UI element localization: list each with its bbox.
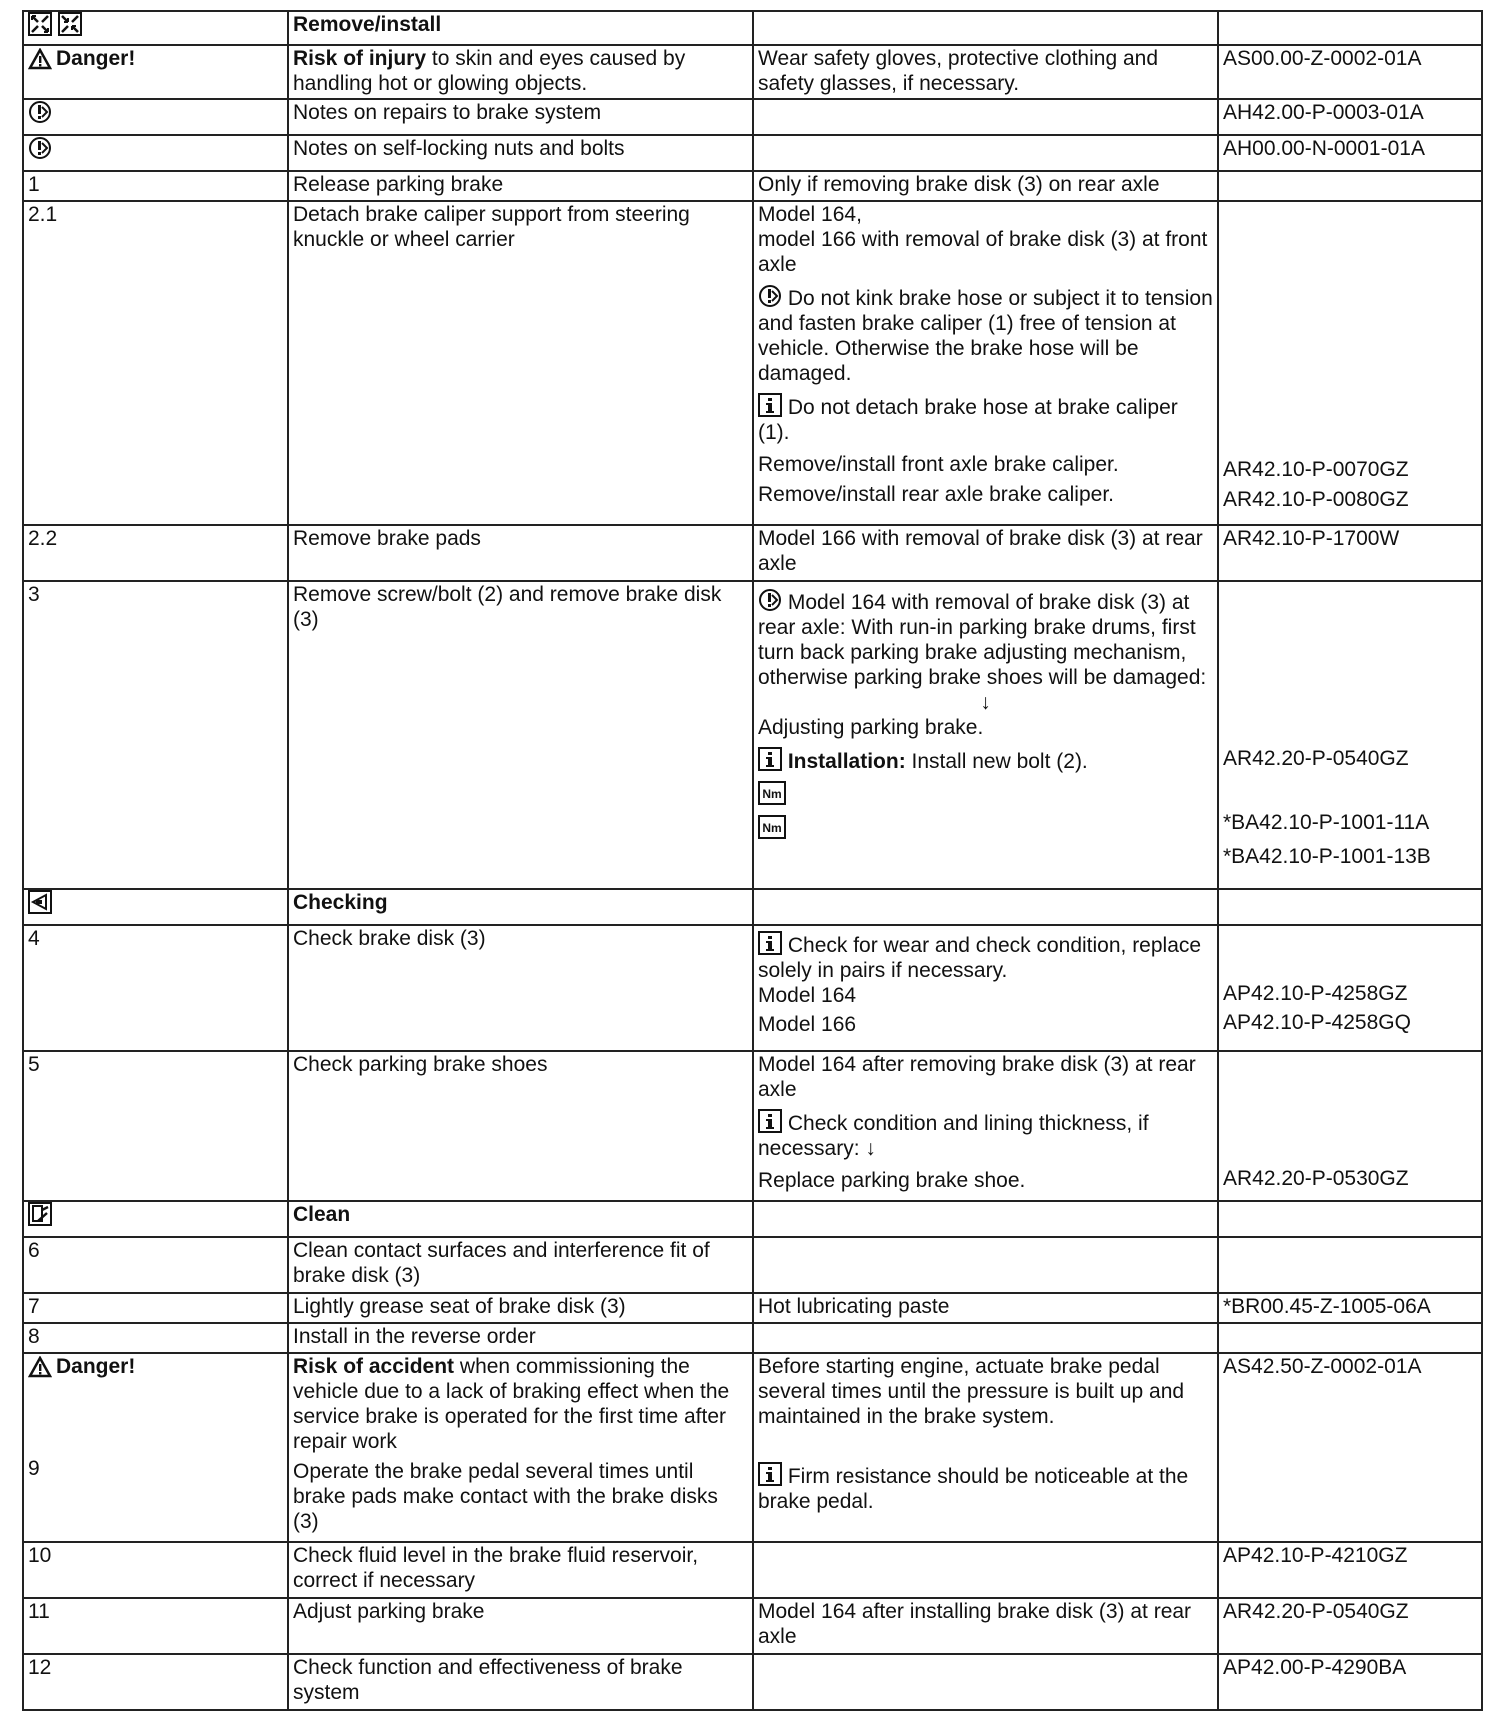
table-row: 4 Check brake disk (3) Check for wear and check condition, replace solely in pairs if necessary. Model 164 Model 166 AP42.10-P-4258GZ AP42.10-P-4258GQ	[23, 925, 1482, 1051]
info-icon	[758, 747, 782, 771]
section-title: Remove/install	[288, 11, 753, 45]
document-ref[interactable]: AS42.50-Z-0002-01A	[1218, 1353, 1482, 1542]
document-ref[interactable]: *BA42.10-P-1001-11A	[1223, 811, 1430, 834]
info-icon	[758, 1462, 782, 1486]
table-row	[23, 11, 1482, 45]
remove-icon	[28, 12, 52, 36]
document-ref[interactable]: AR42.10-P-1700W	[1218, 525, 1482, 581]
document-ref[interactable]: AP42.00-P-4290BA	[1218, 1654, 1482, 1710]
document-ref[interactable]: AP42.10-P-4258GQ	[1223, 1011, 1411, 1034]
table-row: 10 Check fluid level in the brake fluid reservoir, correct if necessary AP42.10-P-4210GZ	[23, 1542, 1482, 1598]
document-ref[interactable]: *BR00.45-Z-1005-06A	[1218, 1293, 1482, 1323]
table-row: 12 Check function and effectiveness of brake system AP42.00-P-4290BA	[23, 1654, 1482, 1710]
document-ref[interactable]: AP42.10-P-4258GZ	[1223, 982, 1408, 1005]
document-ref[interactable]: AR42.20-P-0540GZ	[1223, 747, 1409, 770]
install-icon	[58, 12, 82, 36]
table-row: 11 Adjust parking brake Model 164 after installing brake disk (3) at rear axle AR42.20-P-0540GZ	[23, 1598, 1482, 1654]
notes-icon	[28, 136, 52, 160]
checking-icon	[28, 890, 52, 914]
warning-icon	[758, 588, 782, 612]
section-title: Checking	[288, 889, 753, 925]
table-row: 3 Remove screw/bolt (2) and remove brake disk (3) Model 164 with removal of brake disk (3) at rear axle: With run-in parking brake drums, first turn back parking brake adjusting mechanism, otherwise parking brake shoes will be damaged: ↓ Adjusting parking brake. Installation: Install new bolt (2). Nm Nm AR42.20-P-0540GZ *BA42.10-P-1001-11A *BA42.10-P-1001-13B	[23, 581, 1482, 889]
arrow-down: ↓	[865, 1137, 876, 1160]
document-ref[interactable]: AH42.00-P-0003-01A	[1218, 99, 1482, 135]
document-ref[interactable]: AR42.20-P-0530GZ	[1223, 1167, 1409, 1190]
table-row: 8 Install in the reverse order	[23, 1323, 1482, 1353]
table-row	[23, 1201, 1482, 1237]
info-icon	[758, 1109, 782, 1133]
procedure-table	[22, 10, 1483, 1711]
danger-icon	[28, 1356, 52, 1378]
document-ref[interactable]: AH00.00-N-0001-01A	[1218, 135, 1482, 171]
document-ref[interactable]: AP42.10-P-4210GZ	[1218, 1542, 1482, 1598]
notes-icon	[28, 100, 52, 124]
table-row: Danger! Risk of injury to skin and eyes caused by handling hot or glowing objects. Wear safety gloves, protective clothing and safety glasses, if necessary. AS00.00-Z-0002-01A	[23, 45, 1482, 99]
info-icon	[758, 931, 782, 955]
table-row: 2.1 Detach brake caliper support from steering knuckle or wheel carrier Model 164, model 166 with removal of brake disk (3) at front axle Do not kink brake hose or subject it to tension and fasten brake caliper (1) free of tension at vehicle. Otherwise the brake hose will be damaged. Do not detach brake hose at brake caliper (1). Remove/install front axle brake caliper. Remove/install rear axle brake caliper. AR42.10-P-0070GZ AR42.10-P-0080GZ	[23, 201, 1482, 525]
warning-icon	[758, 284, 782, 308]
document-ref[interactable]: AR42.20-P-0540GZ	[1218, 1598, 1482, 1654]
document-ref[interactable]: AR42.10-P-0070GZ	[1223, 458, 1409, 481]
clean-icon	[28, 1202, 52, 1226]
table-row: 1 Release parking brake Only if removing brake disk (3) on rear axle	[23, 171, 1482, 201]
torque-icon	[758, 781, 786, 805]
table-row: Danger! 9 Risk of accident when commissioning the vehicle due to a lack of braking effect when the service brake is operated for the first time after repair work Operate the brake pedal several times until brake pads make contact with the brake disks (3) Before starting engine, actuate brake pedal several times until the pressure is built up and maintained in the brake system. Firm resistance should be noticeable at the brake pedal. AS42.50-Z-0002-01A	[23, 1353, 1482, 1542]
table-row	[23, 889, 1482, 925]
arrow-down: ↓	[980, 691, 991, 714]
table-row: 6 Clean contact surfaces and interference fit of brake disk (3)	[23, 1237, 1482, 1293]
svg-text:Nm: Nm	[762, 821, 782, 835]
torque-icon	[758, 815, 786, 839]
document-ref[interactable]: *BA42.10-P-1001-13B	[1223, 845, 1431, 868]
info-icon	[758, 393, 782, 417]
danger-label: Danger!	[56, 47, 136, 70]
table-row: 2.2 Remove brake pads Model 166 with removal of brake disk (3) at rear axle AR42.10-P-1700W	[23, 525, 1482, 581]
table-row: 7 Lightly grease seat of brake disk (3) Hot lubricating paste *BR00.45-Z-1005-06A	[23, 1293, 1482, 1323]
document-ref[interactable]: AS00.00-Z-0002-01A	[1218, 45, 1482, 99]
table-row: 5 Check parking brake shoes Model 164 after removing brake disk (3) at rear axle Check condition and lining thickness, if necessary: ↓ Replace parking brake shoe. AR42.20-P-0530GZ	[23, 1051, 1482, 1201]
document-ref[interactable]: AR42.10-P-0080GZ	[1223, 488, 1409, 511]
section-title: Clean	[288, 1201, 753, 1237]
table-row: Notes on repairs to brake system AH42.00-P-0003-01A	[23, 99, 1482, 135]
table-row: Notes on self-locking nuts and bolts AH00.00-N-0001-01A	[23, 135, 1482, 171]
cell-icons	[23, 11, 288, 45]
danger-icon	[28, 48, 52, 70]
svg-text:Nm: Nm	[762, 787, 782, 801]
danger-label: Danger!	[56, 1355, 136, 1378]
